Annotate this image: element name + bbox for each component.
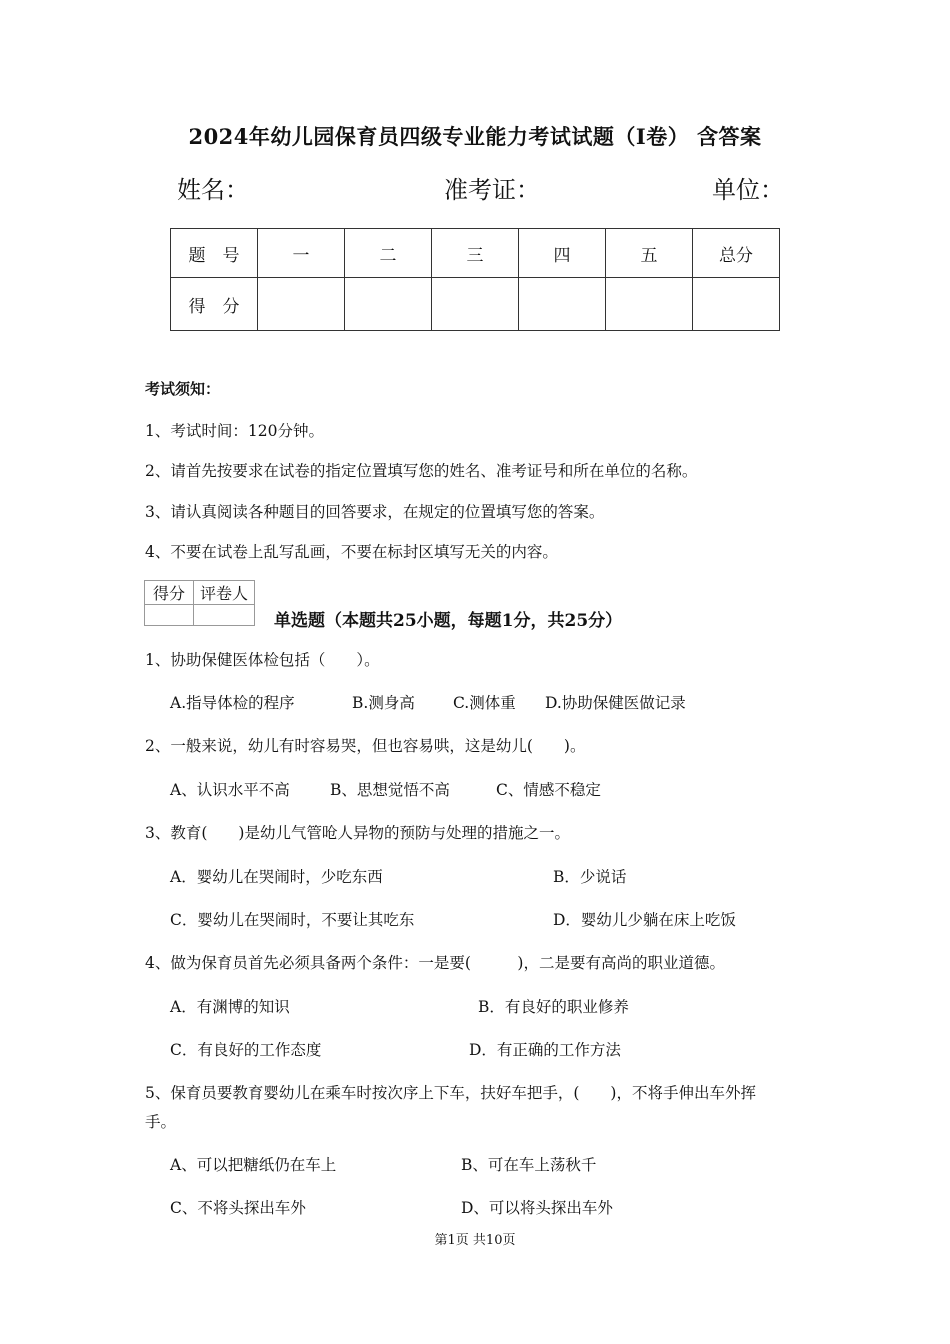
question-option: B.测身高 [352,694,415,712]
question-option: D．有正确的工作方法 [469,1041,621,1059]
question-stem: 4、做为保育员首先必须具备两个条件：一是要( )，二是要有高尚的职业道德。 [145,954,725,972]
notice-item: 4、不要在试卷上乱写乱画，不要在标封区填写无关的内容。 [145,543,558,561]
grader-score-cell[interactable] [145,605,194,626]
notice-item: 3、请认真阅读各种题目的回答要求，在规定的位置填写您的答案。 [145,503,605,521]
exam-id-field-label: 准考证： [444,176,540,204]
question-option: A．有渊博的知识 [170,998,290,1016]
score-header-cell: 二 [345,229,432,278]
grader-table [144,580,255,626]
question-stem: 5、保育员要教育婴幼儿在乘车时按次序上下车，扶好车把手，( )，不将手伸出车外挥 [145,1084,756,1102]
score-header-cell: 一 [258,229,345,278]
grader-name-label: 评卷人 [194,581,255,605]
grader-score-label: 得分 [145,581,194,605]
question-stem: 3、教育( )是幼儿气管呛人异物的预防与处理的措施之一。 [145,824,570,842]
unit-field-label: 单位： [712,176,784,204]
question-option: A.指导体检的程序 [170,694,295,712]
score-cell[interactable] [258,278,345,331]
notice-item: 1、考试时间：120分钟。 [145,422,324,440]
question-option: D．婴幼儿少躺在床上吃饭 [553,911,736,929]
score-header-cell: 五 [606,229,693,278]
question-option: D、可以将头探出车外 [461,1199,613,1217]
name-field-label: 姓名： [177,176,249,204]
question-stem-continued: 手。 [145,1113,177,1131]
question-option: A、可以把糖纸仍在车上 [170,1156,337,1174]
score-table [170,228,780,331]
score-cell[interactable] [519,278,606,331]
grader-name-cell[interactable] [194,605,255,626]
question-option: B、可在车上荡秋千 [461,1156,597,1174]
score-header-cell: 三 [432,229,519,278]
question-option: A、认识水平不高 [170,781,290,799]
notice-title: 考试须知： [145,380,221,398]
question-stem: 2、一般来说，幼儿有时容易哭，但也容易哄，这是幼儿( )。 [145,737,586,755]
question-option: D.协助保健医做记录 [545,694,686,712]
question-option: B、思想觉悟不高 [330,781,450,799]
score-cell[interactable] [606,278,693,331]
question-option: C．有良好的工作态度 [170,1041,322,1059]
page-title: 2024年幼儿园保育员四级专业能力考试试题（I卷） 含答案 [188,124,762,149]
score-cell[interactable] [345,278,432,331]
score-header-cell: 总分 [693,229,780,278]
question-option: C、不将头探出车外 [170,1199,306,1217]
score-row-label: 得 分 [171,278,258,331]
section-title: 单选题（本题共25小题，每题1分，共25分） [274,611,623,631]
score-header-cell: 题 号 [171,229,258,278]
question-option: C．婴幼儿在哭闹时，不要让其吃东 [170,911,415,929]
score-cell[interactable] [693,278,780,331]
question-option: B．有良好的职业修养 [478,998,629,1016]
question-option: C、情感不稳定 [496,781,601,799]
score-cell[interactable] [432,278,519,331]
score-header-cell: 四 [519,229,606,278]
question-option: B．少说话 [553,868,627,886]
page-footer: 第1页 共10页 [434,1233,516,1248]
question-stem: 1、协助保健医体检包括（ ）。 [145,651,380,669]
question-option: A．婴幼儿在哭闹时，少吃东西 [170,868,383,886]
question-option: C.测体重 [453,694,516,712]
notice-item: 2、请首先按要求在试卷的指定位置填写您的姓名、准考证号和所在单位的名称。 [145,462,698,480]
